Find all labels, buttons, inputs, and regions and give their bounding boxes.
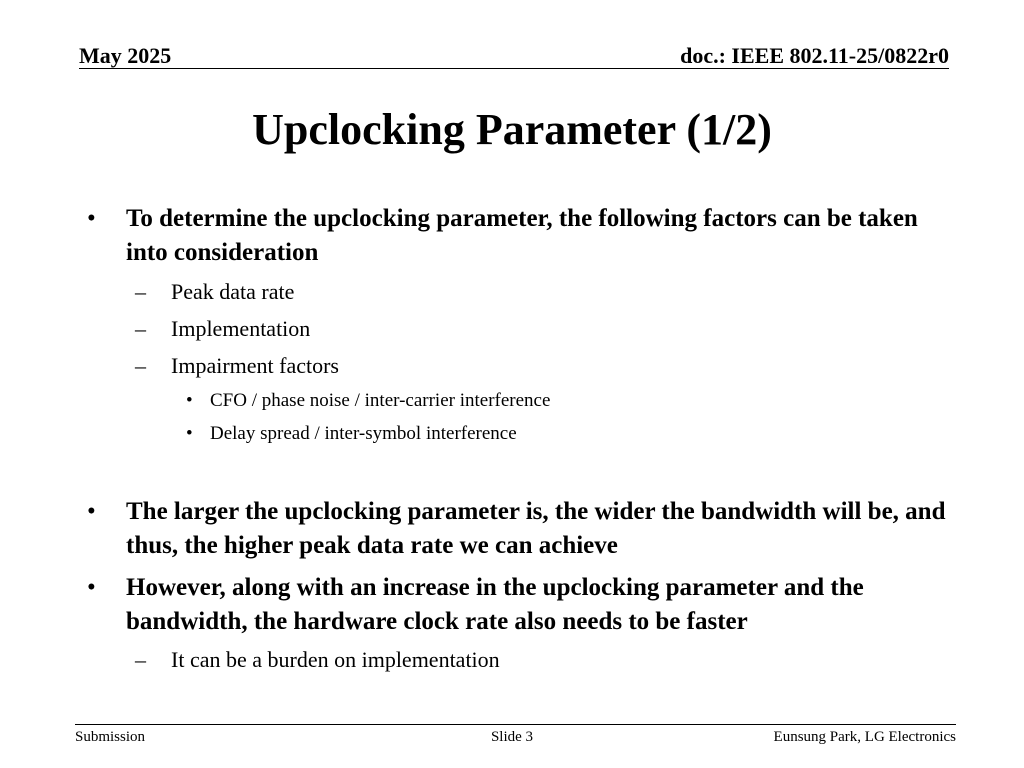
slide-title: Upclocking Parameter (1/2) — [252, 105, 772, 154]
sub-bullet-item — [135, 646, 500, 674]
bullet-text: To determine the upclocking parameter, the following factors can be taken into consideration — [126, 205, 918, 266]
sub-bullet-item — [135, 315, 311, 343]
bullet-text: However, along with an increase in the upclocking parameter and the bandwidth, the hardware clock rate also needs to be faster — [126, 574, 864, 635]
dash-icon: – — [135, 647, 146, 672]
bullet-item — [87, 495, 946, 563]
footer-submission: Submission — [75, 729, 146, 745]
bullet-item — [87, 202, 946, 270]
header-divider — [79, 68, 949, 69]
sub-bullet-item — [135, 352, 339, 380]
dash-icon: – — [135, 279, 146, 304]
dash-icon: – — [135, 316, 146, 341]
bullet-dot-icon: • — [87, 498, 96, 525]
bullet-dot-icon: • — [186, 423, 193, 444]
sub-bullet-text: It can be a burden on implementation — [171, 647, 500, 672]
sub-bullet-text: Peak data rate — [171, 279, 295, 304]
bullet-dot-icon: • — [87, 574, 96, 601]
footer-slide-number: Slide 3 — [490, 729, 534, 745]
footer-author: Eunsung Park, LG Electronics — [773, 729, 956, 745]
bullet-item — [87, 571, 946, 639]
sub-bullet-item — [135, 278, 295, 306]
header-doc-id: doc.: IEEE 802.11-25/0822r0 — [680, 43, 949, 68]
sub-sub-bullet-item — [186, 422, 517, 446]
sub-bullet-text: Implementation — [171, 316, 311, 341]
bullet-dot-icon: • — [186, 390, 193, 411]
dash-icon: – — [135, 353, 146, 378]
sub-sub-bullet-item — [186, 389, 551, 413]
sub-sub-bullet-text: CFO / phase noise / inter-carrier interference — [210, 390, 551, 411]
sub-bullet-text: Impairment factors — [171, 353, 339, 378]
bullet-text: The larger the upclocking parameter is, the wider the bandwidth will be, and thus, the higher peak data rate we can achieve — [126, 498, 946, 559]
footer-divider — [75, 724, 956, 725]
header-date: May 2025 — [79, 43, 172, 68]
sub-sub-bullet-text: Delay spread / inter-symbol interference — [210, 423, 517, 444]
bullet-dot-icon: • — [87, 205, 96, 232]
